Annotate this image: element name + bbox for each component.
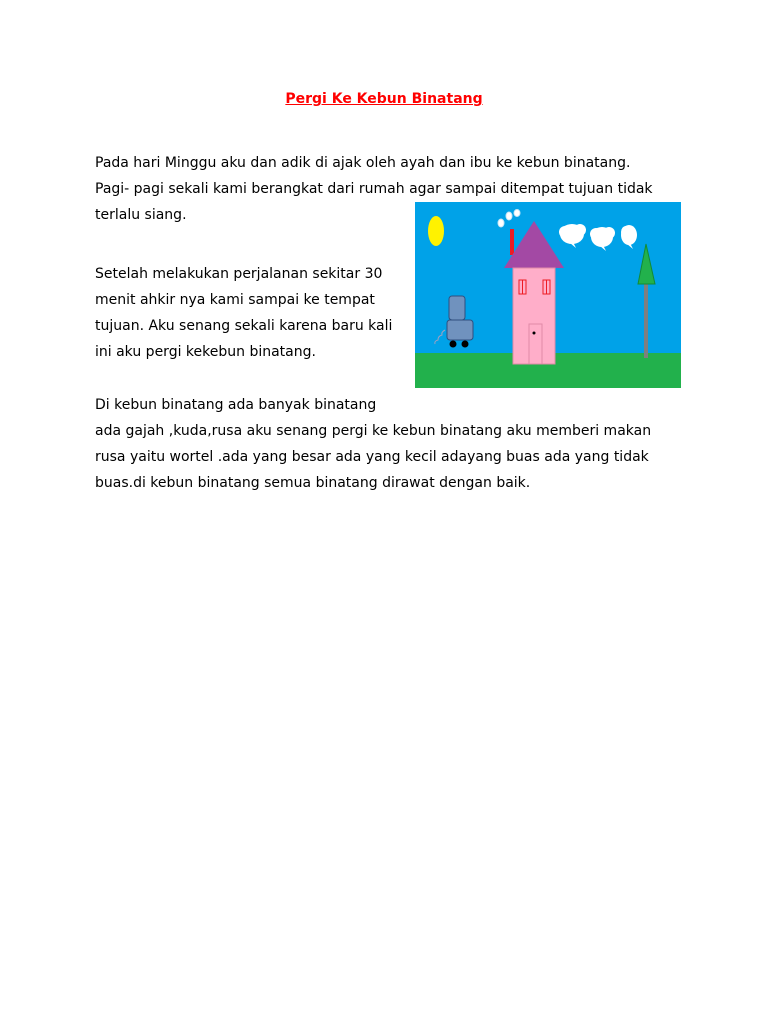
car-top: [449, 296, 465, 320]
paragraph-2-line: menit ahkir nya kami sampai ke tempat: [95, 292, 375, 308]
paragraph-2-line: Setelah melakukan perjalanan sekitar 30: [95, 266, 383, 282]
paragraph-1-line: Pada hari Minggu aku dan adik di ajak oleh ayah dan ibu ke kebun binatang.: [95, 155, 631, 171]
paragraph-3-line: ada gajah ,kuda,rusa aku senang pergi ke kebun binatang aku memberi makan: [95, 423, 652, 439]
paragraph-3: [95, 392, 695, 496]
car-body: [447, 320, 473, 340]
paragraph-1-line: terlalu siang.: [95, 207, 187, 223]
document-title: Pergi Ke Kebun Binatang: [285, 91, 483, 107]
chimney: [510, 229, 514, 255]
tree-trunk: [644, 282, 648, 358]
paragraph-2-line: ini aku pergi kekebun binatang.: [95, 344, 316, 360]
sun-icon: [428, 216, 444, 246]
paragraph-3-line: buas.di kebun binatang semua binatang dirawat dengan baik.: [95, 475, 531, 491]
house-door: [529, 324, 542, 364]
paragraph-2-line: tujuan. Aku senang sekali karena baru kali: [95, 318, 393, 334]
paragraph-2: [95, 261, 395, 365]
car-wheel: [450, 341, 457, 348]
car-wheel: [462, 341, 469, 348]
smoke-puff: [506, 212, 512, 220]
paragraph-3-line: Di kebun binatang ada banyak binatang: [95, 397, 377, 413]
paragraph-1-line: Pagi- pagi sekali kami berangkat dari rumah agar sampai ditempat tujuan tidak: [95, 181, 653, 197]
door-knob: [533, 332, 536, 335]
paragraph-3-line: rusa yaitu wortel .ada yang besar ada yang kecil adayang buas ada yang tidak: [95, 449, 649, 465]
house-drawing: [415, 202, 681, 388]
smoke-puff: [498, 219, 504, 227]
smoke-puff: [514, 210, 520, 217]
